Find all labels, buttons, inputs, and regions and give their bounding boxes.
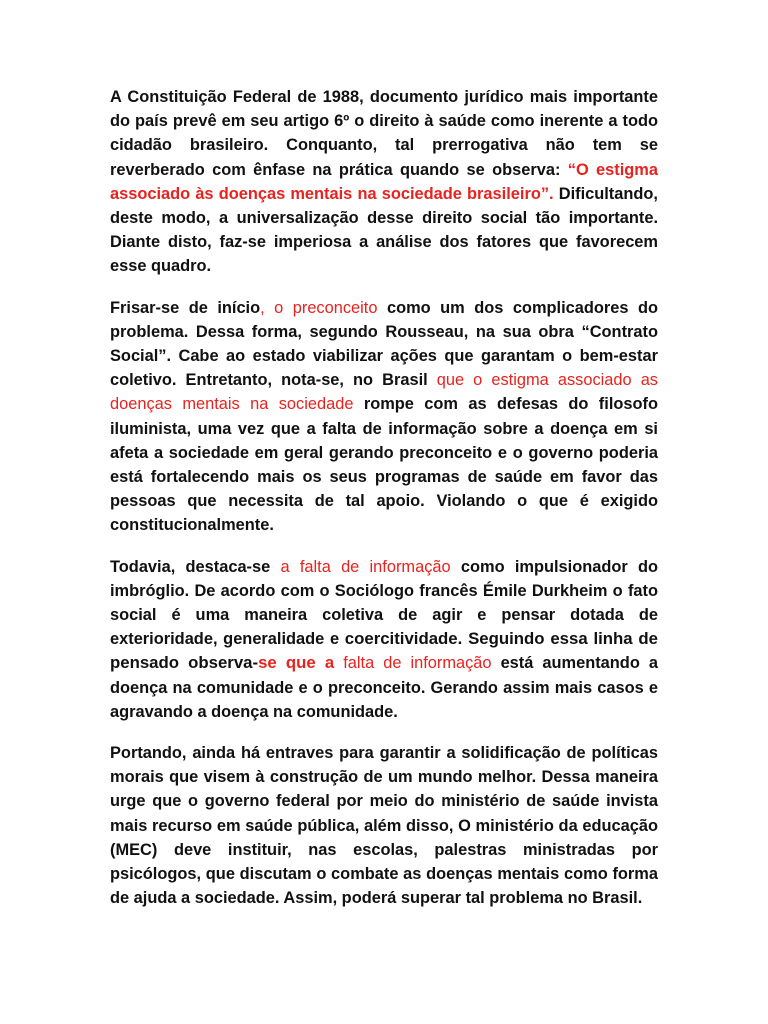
- paragraph-introduction: [110, 85, 658, 279]
- highlighted-text: falta de informação: [334, 654, 492, 673]
- highlighted-text: que o estigma associado as doenças mentais na sociedade: [110, 371, 659, 414]
- highlighted-text-large: se que a: [258, 653, 335, 673]
- text-segment: rompe com as defesas do filosofo iluminista, uma vez que a falta de informação sobre a doença em si afeta a sociedade em geral gerando preconceito e o governo poderia está fortalecendo mais os seus programas de saúde em favor das pessoas que necessita de tal apoio. Violando o que é exigido constitucionalmente.: [110, 395, 658, 535]
- highlighted-text: “O estigma associado às doenças mentais na sociedade brasileiro”.: [110, 160, 658, 203]
- text-segment: Portando, ainda há entraves para garantir a solidificação de políticas morais que visem à construção de um mundo melhor. Dessa maneira urge que o governo federal por meio do ministério de saúde invista mais recurso em saúde pública, além disso, O ministério da educação (MEC) deve instituir, nas escolas, palestras ministradas por psicólogos, que discutam o combate as doenças mentais como forma de ajuda a sociedade. Assim, poderá superar tal problema no Brasil.: [110, 744, 658, 908]
- text-segment: Frisar-se de início: [110, 298, 261, 317]
- highlighted-text: a falta de informação: [280, 557, 451, 576]
- text-segment: A Constituição Federal de 1988, documento jurídico mais importante do país prevê em seu artigo 6º o direito à saúde como inerente a todo cidadão brasileiro. Conquanto, tal prerrogativa não tem se reverberado com ênfase na prática quando se observa:: [110, 88, 658, 179]
- text-segment: como impulsionador do imbróglio. De acordo com o Sociólogo francês Émile Durkheim o fato social é uma maneira coletiva de agir e pensar dotada de exterioridade, generalidade e: [110, 557, 658, 649]
- text-segment: está aumentando a doença na comunidade e o preconceito. Gerando assim mais casos e agravando a doença na comunidade.: [110, 654, 658, 721]
- paragraph-conclusion: [110, 741, 658, 910]
- highlighted-text: , o preconceito: [260, 298, 378, 317]
- paragraph-development-1: [110, 296, 658, 538]
- text-segment: como um dos complicadores do problema. Dessa forma, segundo Rousseau, na sua obra “Contrato Social”. Cabe ao estado viabilizar ações que garantam o bem-estar coletivo. Entretanto, nota-se, no Brasil: [110, 298, 659, 390]
- text-segment-large: coercitividade. Seguindo essa linha de pensado observa-: [110, 629, 658, 673]
- text-segment: Dificultando, deste modo, a universalização desse direito social tão importante. Diante disto, faz-se imperiosa a análise dos fatores que favorecem esse quadro.: [110, 184, 658, 276]
- paragraph-development-2: [110, 555, 658, 724]
- text-segment: Todavia, destaca-se: [110, 557, 281, 576]
